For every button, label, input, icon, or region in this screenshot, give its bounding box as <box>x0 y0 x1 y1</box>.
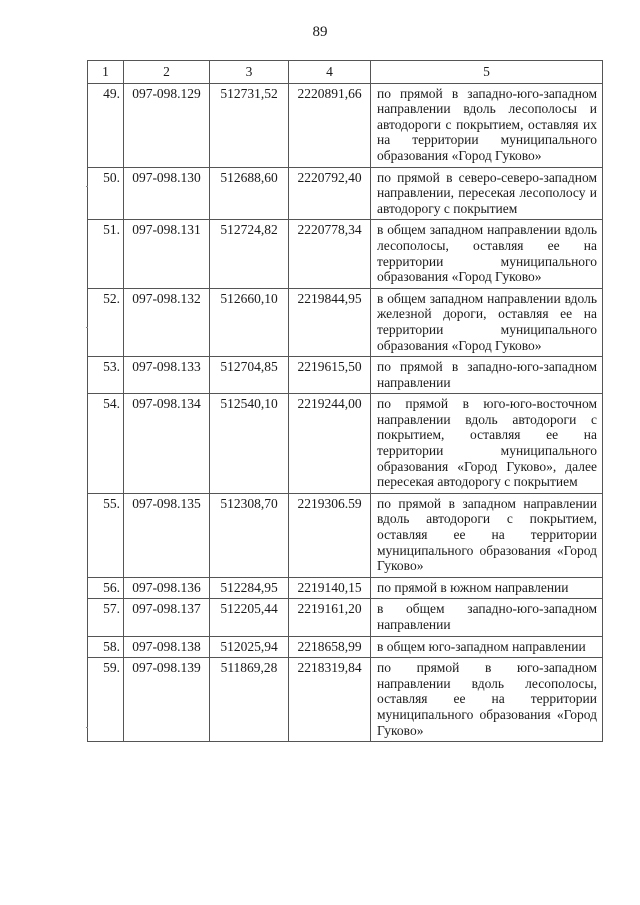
point-code: 097-098.133 <box>124 357 210 394</box>
table-row <box>88 658 603 742</box>
coordinate-x: 512731,52 <box>210 83 289 167</box>
coordinate-x: 511869,28 <box>210 658 289 742</box>
table-header <box>88 61 603 84</box>
table-row <box>88 167 603 220</box>
table-row <box>88 636 603 658</box>
point-code: 097-098.131 <box>124 220 210 288</box>
boundary-description: в общем западном направлении вдоль лесополосы, оставляя ее на территории муниципального образования «Город Гуково» <box>371 220 603 288</box>
page-number: 89 <box>312 24 328 40</box>
row-number: 51. <box>88 220 124 288</box>
boundary-description: по прямой в юго-юго-восточном направлении вдоль автодороги с покрытием, оставляя ее на территории муниципального образования «Город Гуково», далее пересекая автодорогу с покрытием <box>371 394 603 494</box>
boundary-description: по прямой в северо-северо-западном направлении, пересекая лесополосу и автодорогу с покрытием <box>371 167 603 220</box>
header-col-1: 1 <box>88 61 124 84</box>
table-row <box>88 288 603 356</box>
coordinate-x: 512660,10 <box>210 288 289 356</box>
margin-mark <box>86 327 88 328</box>
point-code: 097-098.138 <box>124 636 210 658</box>
coordinate-y: 2218658,99 <box>289 636 371 658</box>
row-number: 57. <box>88 599 124 636</box>
table-row <box>88 83 603 167</box>
table-row <box>88 394 603 494</box>
row-number: 59. <box>88 658 124 742</box>
coordinate-x: 512688,60 <box>210 167 289 220</box>
header-col-2: 2 <box>124 61 210 84</box>
point-code: 097-098.135 <box>124 493 210 577</box>
coordinate-y: 2218319,84 <box>289 658 371 742</box>
table-row <box>88 599 603 636</box>
margin-mark <box>86 186 88 187</box>
margin-mark <box>86 727 88 728</box>
row-number: 58. <box>88 636 124 658</box>
table-row <box>88 220 603 288</box>
coordinate-y: 2220891,66 <box>289 83 371 167</box>
coordinate-x: 512540,10 <box>210 394 289 494</box>
table-row <box>88 577 603 599</box>
coordinate-y: 2219140,15 <box>289 577 371 599</box>
boundary-description: в общем западном направлении вдоль железной дороги, оставляя ее на территории муниципального образования «Город Гуково» <box>371 288 603 356</box>
coordinate-x: 512284,95 <box>210 577 289 599</box>
boundary-table <box>87 60 603 742</box>
coordinate-x: 512724,82 <box>210 220 289 288</box>
row-number: 50. <box>88 167 124 220</box>
coordinate-x: 512205,44 <box>210 599 289 636</box>
row-number: 55. <box>88 493 124 577</box>
header-row <box>88 61 603 84</box>
boundary-description: по прямой в западно-юго-западном направлении <box>371 357 603 394</box>
table-row <box>88 357 603 394</box>
row-number: 54. <box>88 394 124 494</box>
coordinate-x: 512704,85 <box>210 357 289 394</box>
coordinate-y: 2219244,00 <box>289 394 371 494</box>
coordinate-y: 2219161,20 <box>289 599 371 636</box>
header-col-4: 4 <box>289 61 371 84</box>
coordinate-y: 2219615,50 <box>289 357 371 394</box>
coordinate-y: 2220778,34 <box>289 220 371 288</box>
row-number: 49. <box>88 83 124 167</box>
coordinate-y: 2220792,40 <box>289 167 371 220</box>
table-row <box>88 493 603 577</box>
boundary-description: в общем юго-западном направлении <box>371 636 603 658</box>
header-col-5: 5 <box>371 61 603 84</box>
table-body <box>88 83 603 742</box>
point-code: 097-098.139 <box>124 658 210 742</box>
coordinate-x: 512308,70 <box>210 493 289 577</box>
point-code: 097-098.137 <box>124 599 210 636</box>
coordinate-y: 2219844,95 <box>289 288 371 356</box>
point-code: 097-098.134 <box>124 394 210 494</box>
point-code: 097-098.136 <box>124 577 210 599</box>
row-number: 52. <box>88 288 124 356</box>
point-code: 097-098.129 <box>124 83 210 167</box>
boundary-description: в общем западно-юго-западном направлении <box>371 599 603 636</box>
boundary-description: по прямой в западном направлении вдоль автодороги с покрытием, оставляя ее на территории муниципального образования «Город Гуково» <box>371 493 603 577</box>
boundary-description: по прямой в юго-западном направлении вдоль лесополосы, оставляя ее на территории муниципального образования «Город Гуково» <box>371 658 603 742</box>
coordinate-y: 2219306.59 <box>289 493 371 577</box>
boundary-description: по прямой в западно-юго-западном направлении вдоль лесополосы и автодороги с покрытием, оставляя их на территории муниципального образования «Город Гуково» <box>371 83 603 167</box>
row-number: 53. <box>88 357 124 394</box>
point-code: 097-098.132 <box>124 288 210 356</box>
header-col-3: 3 <box>210 61 289 84</box>
coordinate-x: 512025,94 <box>210 636 289 658</box>
point-code: 097-098.130 <box>124 167 210 220</box>
row-number: 56. <box>88 577 124 599</box>
boundary-description: по прямой в южном направлении <box>371 577 603 599</box>
